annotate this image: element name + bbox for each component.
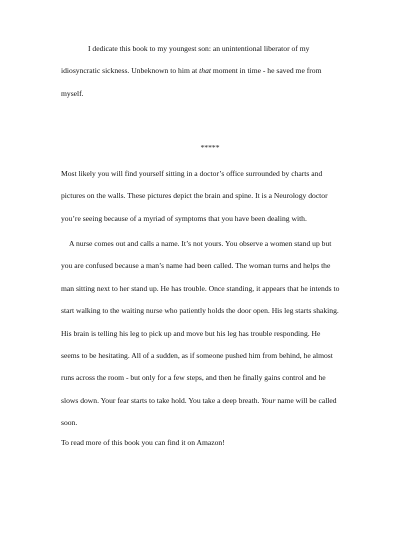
intro-paragraph xyxy=(61,163,371,230)
story-line-end: name will be called xyxy=(275,395,337,405)
story-final-line: soon. xyxy=(61,418,78,428)
story-line: start walking to the waiting nurse who patiently holds the door open. His leg starts shaking. xyxy=(61,306,339,316)
dedication-emphasis: that xyxy=(199,66,211,76)
dedication-line-2-end: moment in time - he saved me from xyxy=(210,66,322,76)
dedication-line-1: I dedicate this book to my youngest son: an unintentional liberator of my xyxy=(88,44,310,53)
story-paragraph xyxy=(61,233,371,435)
story-line: man sitting next to her stand up. He has trouble. Once standing, it appears that he intends to xyxy=(61,283,340,293)
intro-line: you’re seeing because of a myriad of symptoms that you have been dealing with. xyxy=(61,213,307,223)
dedication-line-3: myself. xyxy=(61,88,84,98)
story-line: A nurse comes out and calls a name. It’s not yours. You observe a women stand up but xyxy=(69,239,332,248)
dedication-line-2-start: idiosyncratic sickness. Unbeknown to him at xyxy=(61,66,200,76)
story-line-start: slows down. Your fear starts to take hold. You take a deep breath. xyxy=(61,395,262,405)
story-line: you are confused because a man’s name had been called. The woman turns and helps the xyxy=(61,261,331,271)
intro-line: pictures on the walls. These pictures depict the brain and spine. It is a Neurology doctor xyxy=(61,191,328,201)
dedication-paragraph xyxy=(61,38,371,105)
story-line: seems to be hesitating. All of a sudden, as if someone pushed him from behind, he almost xyxy=(61,351,333,361)
story-line: His brain is telling his leg to pick up and move but his leg has trouble responding. He xyxy=(61,328,321,338)
dedication-line-2 xyxy=(61,60,371,82)
closing-note: To read more of this book you can find it on Amazon! xyxy=(61,438,225,447)
story-line xyxy=(61,390,371,412)
section-separator: ***** xyxy=(200,143,220,152)
intro-line: Most likely you will find yourself sitting in a doctor’s office surrounded by charts and xyxy=(61,169,323,178)
story-emphasis: Your xyxy=(261,395,276,405)
story-line: runs across the room - but only for a few steps, and then he finally gains control and he xyxy=(61,373,326,383)
